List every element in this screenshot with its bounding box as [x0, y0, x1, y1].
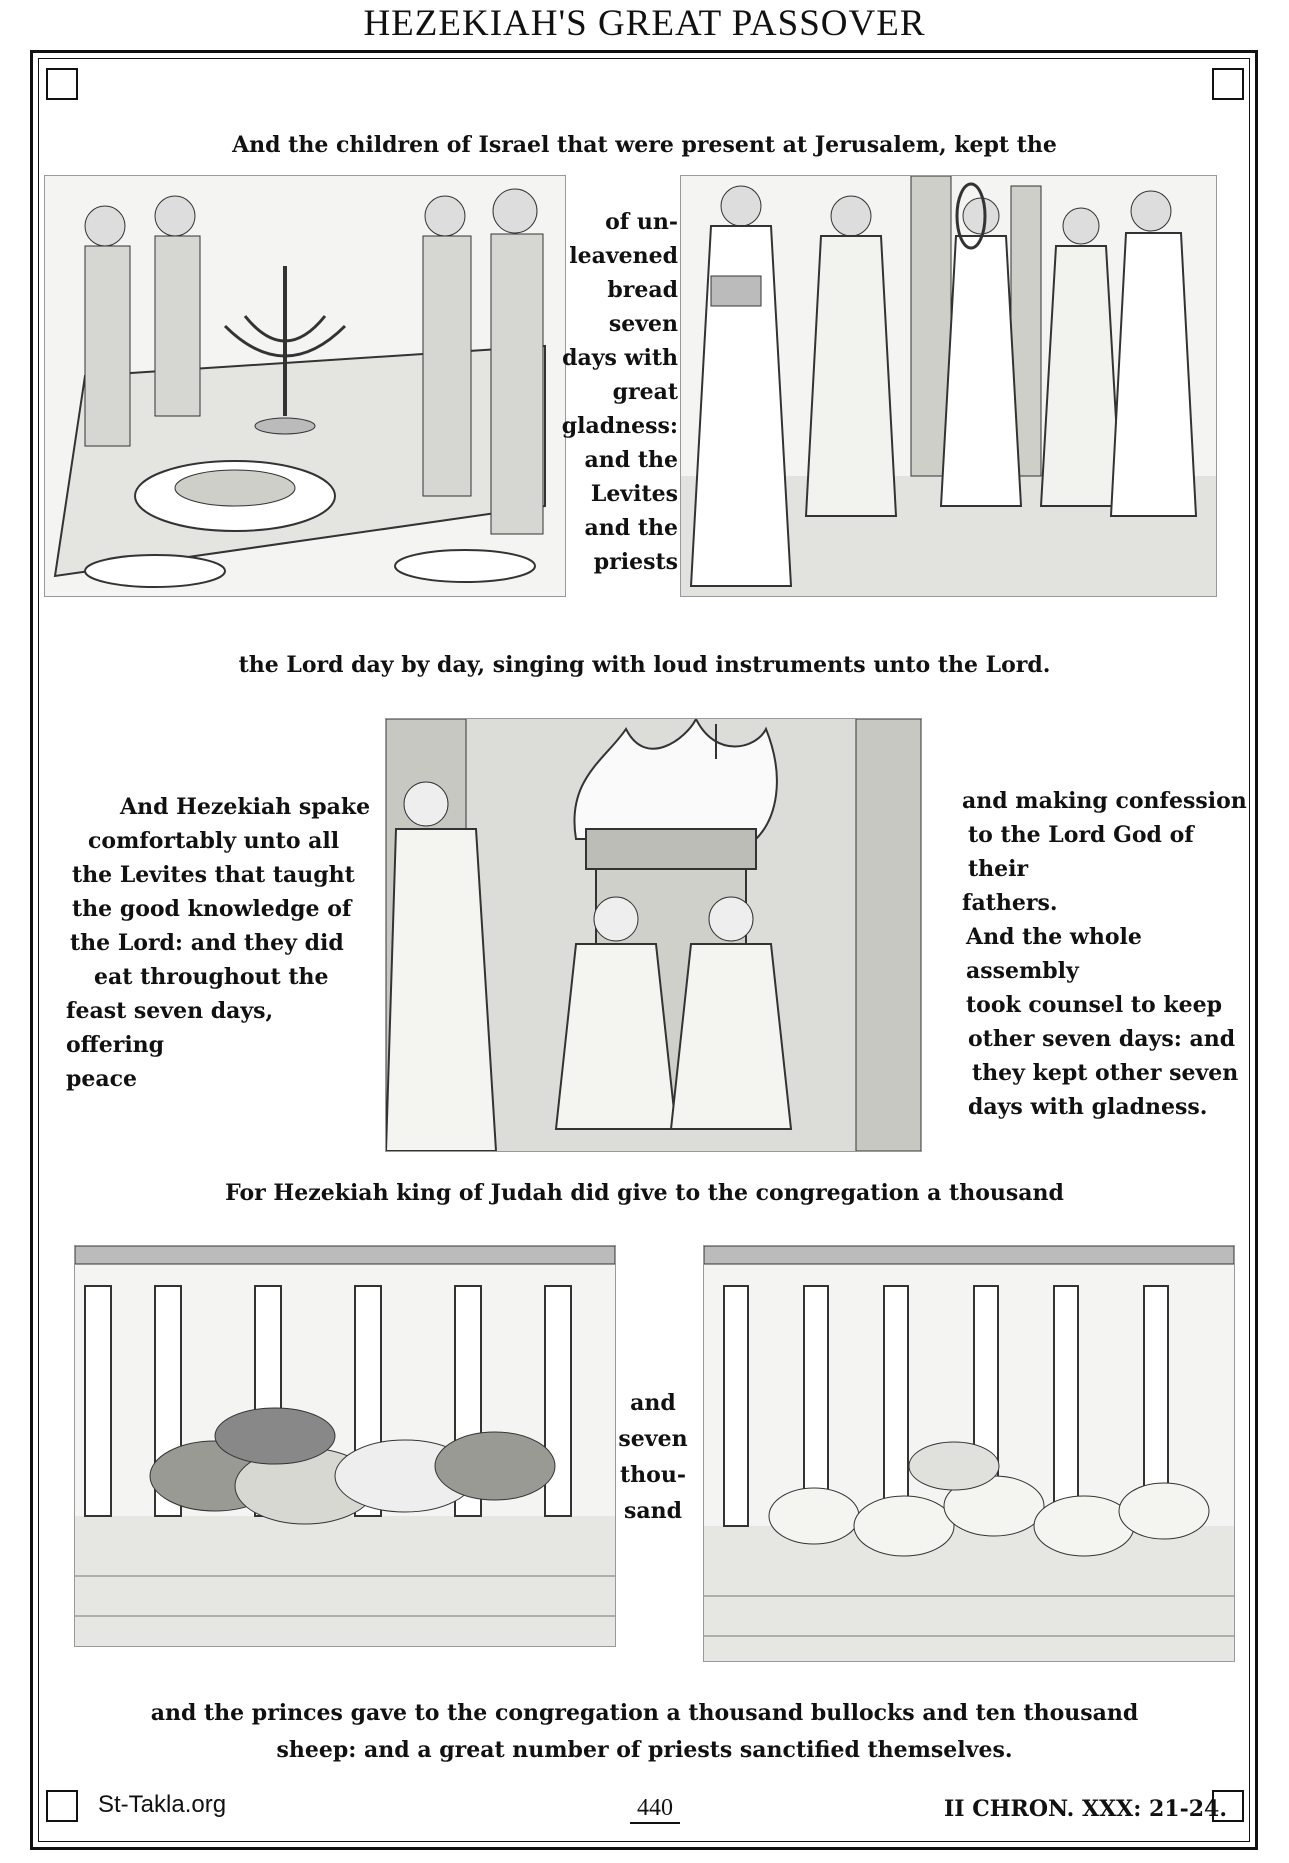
column-line: thou-: [620, 1462, 686, 1488]
column-line: priests: [593, 549, 678, 575]
column-line: great: [612, 379, 678, 405]
block-line: comfortably unto all: [88, 828, 340, 854]
column-line: gladness:: [561, 413, 678, 439]
corner-ornament-bottom-left: [46, 1790, 78, 1822]
block-line: And the whole assembly: [966, 924, 1142, 984]
praise-line: the Lord day by day, singing with loud instruments unto the Lord.: [238, 652, 1051, 678]
block-line: other seven days: and: [968, 1026, 1236, 1052]
confession-block: [962, 784, 1252, 1124]
scripture-reference: II CHRON. XXX: 21-24.: [944, 1796, 1228, 1822]
block-line: fathers.: [962, 890, 1058, 916]
block-line: the Levites that taught: [72, 862, 355, 888]
bottom-line-2: sheep: and a great number of priests sanctified themselves.: [276, 1737, 1013, 1763]
block-line: days with gladness.: [968, 1094, 1208, 1120]
illustration-bullocks: [74, 1245, 616, 1647]
column-line: and the: [584, 515, 678, 541]
column-line: of un-: [605, 209, 678, 235]
block-line: feast seven days, offering: [66, 998, 274, 1058]
column-line: leavened: [569, 243, 678, 269]
block-line: the Lord: and they did: [70, 930, 344, 956]
column-line: seven: [608, 311, 678, 337]
column-line: days with: [562, 345, 678, 371]
illustration-sheep: [703, 1245, 1235, 1662]
site-watermark: St-Takla.org: [98, 1791, 227, 1818]
block-line: eat throughout the: [94, 964, 329, 990]
column-line: and the: [584, 447, 678, 473]
corner-ornament-top-left: [46, 68, 78, 100]
illustration-passover-table: [44, 175, 566, 597]
page-number: 440: [630, 1795, 680, 1824]
altar-offering-drawing: [386, 719, 921, 1151]
column-line: Levites: [590, 481, 678, 507]
block-line: to the Lord God of their: [968, 822, 1194, 882]
block-line: took counsel to keep: [966, 992, 1222, 1018]
gift-line: For Hezekiah king of Judah did give to the congregation a thousand: [225, 1180, 1064, 1206]
illustration-altar-offering: [385, 718, 922, 1152]
block-line: and making confession: [962, 788, 1247, 814]
top-caption: And the children of Israel that were present at Jerusalem, kept the: [232, 132, 1057, 158]
block-line: the good knowledge of: [72, 896, 352, 922]
column-line: bread: [607, 277, 678, 303]
passover-table-drawing: [45, 176, 565, 596]
corner-ornament-top-right: [1212, 68, 1244, 100]
bottom-line-1: and the princes gave to the congregation a thousand bullocks and ten thousand: [150, 1700, 1139, 1726]
column-line: seven: [618, 1426, 688, 1452]
column-line: sand: [623, 1498, 683, 1524]
illustration-levites-musicians: [680, 175, 1217, 597]
column-line: and: [630, 1390, 676, 1416]
page-title: HEZEKIAH'S GREAT PASSOVER: [363, 3, 926, 44]
hezekiah-spake-block: [62, 790, 372, 1096]
unleavened-bread-column: [560, 205, 678, 579]
block-line: And Hezekiah spake: [120, 794, 371, 820]
block-line: peace: [66, 1066, 138, 1092]
levites-musicians-drawing: [681, 176, 1216, 596]
sheep-drawing: [704, 1246, 1234, 1661]
block-line: they kept other seven: [972, 1060, 1239, 1086]
seven-thousand-column: [618, 1385, 688, 1529]
bullocks-drawing: [75, 1246, 615, 1646]
